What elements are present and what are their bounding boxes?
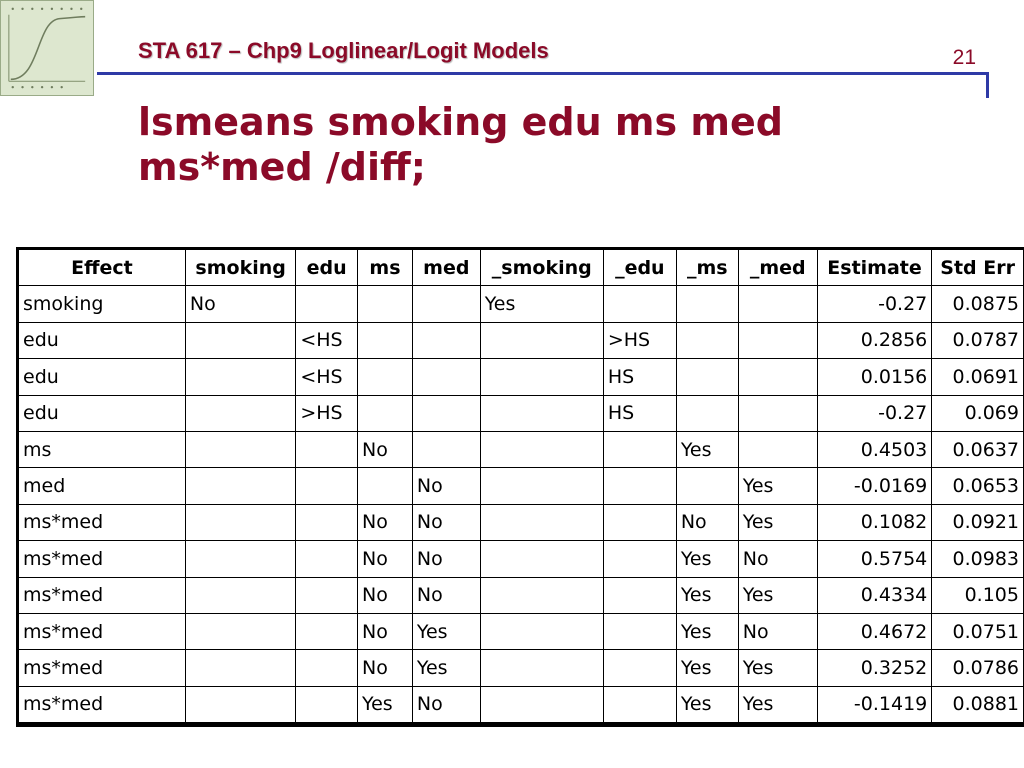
table-cell: No xyxy=(358,431,413,467)
table-cell: 0.0691 xyxy=(932,359,1024,395)
column-header: ms xyxy=(358,250,413,286)
table-cell: ms*med xyxy=(19,686,186,723)
table-cell: Yes xyxy=(738,686,817,723)
table-cell: Yes xyxy=(738,504,817,540)
table-cell: 0.4503 xyxy=(817,431,931,467)
table-cell: ms*med xyxy=(19,650,186,686)
table-cell xyxy=(603,613,676,649)
table-cell: -0.27 xyxy=(817,286,931,322)
table-cell: 0.105 xyxy=(932,577,1024,613)
table-cell: 0.4334 xyxy=(817,577,931,613)
table-cell: Yes xyxy=(738,650,817,686)
table-cell: HS xyxy=(603,395,676,431)
table-cell xyxy=(296,541,358,577)
table-cell xyxy=(358,322,413,358)
table-cell xyxy=(185,468,295,504)
table-cell: ms*med xyxy=(19,577,186,613)
table-row xyxy=(19,686,1024,723)
table-cell xyxy=(185,504,295,540)
table-row xyxy=(19,504,1024,540)
table-cell xyxy=(296,686,358,723)
table-row xyxy=(19,395,1024,431)
table-cell: Yes xyxy=(676,577,738,613)
table-cell: Yes xyxy=(676,650,738,686)
table-cell xyxy=(603,504,676,540)
table-cell xyxy=(480,541,603,577)
slide-title: lsmeans smoking edu ms med ms*med /diff; xyxy=(138,100,783,189)
table-cell xyxy=(738,431,817,467)
table-cell xyxy=(185,613,295,649)
table-cell xyxy=(603,286,676,322)
table-row xyxy=(19,541,1024,577)
table-cell xyxy=(603,541,676,577)
table-row xyxy=(19,286,1024,322)
table-cell xyxy=(676,286,738,322)
table-cell xyxy=(480,468,603,504)
slide-number: 21 xyxy=(952,46,976,69)
table-cell xyxy=(480,504,603,540)
table-cell: Yes xyxy=(480,286,603,322)
table-cell xyxy=(738,322,817,358)
table-cell xyxy=(480,686,603,723)
table-cell: Yes xyxy=(738,577,817,613)
table-cell: Yes xyxy=(412,650,480,686)
table-cell: 0.0787 xyxy=(932,322,1024,358)
table-cell: No xyxy=(185,286,295,322)
table-cell: <HS xyxy=(296,359,358,395)
table-cell xyxy=(185,686,295,723)
table-cell: No xyxy=(412,541,480,577)
table-cell xyxy=(480,577,603,613)
table-cell: -0.27 xyxy=(817,395,931,431)
table-cell: No xyxy=(358,541,413,577)
table-cell: 0.0875 xyxy=(932,286,1024,322)
column-header: edu xyxy=(296,250,358,286)
table-cell: 0.3252 xyxy=(817,650,931,686)
table-cell: >HS xyxy=(296,395,358,431)
table-cell xyxy=(296,431,358,467)
table-cell: edu xyxy=(19,322,186,358)
table-cell: -0.0169 xyxy=(817,468,931,504)
table-cell xyxy=(480,650,603,686)
table-cell xyxy=(412,359,480,395)
table-cell: 0.0983 xyxy=(932,541,1024,577)
table-cell xyxy=(480,322,603,358)
table-cell xyxy=(358,359,413,395)
table-cell xyxy=(412,322,480,358)
table-cell: No xyxy=(358,650,413,686)
table-cell: ms*med xyxy=(19,504,186,540)
table-cell xyxy=(676,322,738,358)
table-cell: med xyxy=(19,468,186,504)
column-header: smoking xyxy=(185,250,295,286)
table-cell: No xyxy=(412,504,480,540)
table-cell: 0.0786 xyxy=(932,650,1024,686)
table-row xyxy=(19,468,1024,504)
table-cell xyxy=(603,431,676,467)
table-cell: <HS xyxy=(296,322,358,358)
table-cell: 0.0881 xyxy=(932,686,1024,723)
table-cell: edu xyxy=(19,395,186,431)
table-cell: Yes xyxy=(412,613,480,649)
table-cell xyxy=(185,359,295,395)
table-cell xyxy=(185,322,295,358)
table-cell: No xyxy=(358,577,413,613)
table-cell: Yes xyxy=(738,468,817,504)
table-cell xyxy=(296,468,358,504)
table-cell: 0.069 xyxy=(932,395,1024,431)
table-cell: ms xyxy=(19,431,186,467)
table-cell xyxy=(603,577,676,613)
table-cell: No xyxy=(738,613,817,649)
table-cell: No xyxy=(358,613,413,649)
table-cell xyxy=(296,577,358,613)
table-cell xyxy=(185,650,295,686)
table-cell xyxy=(738,286,817,322)
table-cell: No xyxy=(676,504,738,540)
table-cell xyxy=(603,686,676,723)
table-cell: 0.5754 xyxy=(817,541,931,577)
table-cell xyxy=(296,613,358,649)
table-cell: No xyxy=(738,541,817,577)
table-cell: No xyxy=(412,577,480,613)
table-cell xyxy=(185,395,295,431)
table-cell xyxy=(603,468,676,504)
column-header: _edu xyxy=(603,250,676,286)
table-cell: 0.4672 xyxy=(817,613,931,649)
table-cell: 0.0751 xyxy=(932,613,1024,649)
table-cell: Yes xyxy=(676,431,738,467)
table-cell: 0.2856 xyxy=(817,322,931,358)
table-cell: HS xyxy=(603,359,676,395)
column-header: _ms xyxy=(676,250,738,286)
table-row xyxy=(19,650,1024,686)
table-cell: 0.0156 xyxy=(817,359,931,395)
table-cell: No xyxy=(358,504,413,540)
column-header: _med xyxy=(738,250,817,286)
column-header: med xyxy=(412,250,480,286)
table-cell: smoking xyxy=(19,286,186,322)
table-row xyxy=(19,577,1024,613)
table-cell: Yes xyxy=(676,686,738,723)
table-cell xyxy=(738,395,817,431)
table-cell xyxy=(412,395,480,431)
table-cell xyxy=(480,395,603,431)
table-cell xyxy=(185,577,295,613)
table-cell: 0.0637 xyxy=(932,431,1024,467)
table-cell: -0.1419 xyxy=(817,686,931,723)
table-row xyxy=(19,431,1024,467)
table-cell xyxy=(185,541,295,577)
header-rule xyxy=(97,72,989,75)
table-cell xyxy=(603,650,676,686)
table-cell: 0.1082 xyxy=(817,504,931,540)
logo xyxy=(0,0,94,96)
table-cell: Yes xyxy=(676,541,738,577)
table-header-row xyxy=(19,250,1024,286)
table-cell xyxy=(676,468,738,504)
table-cell: Yes xyxy=(358,686,413,723)
table-cell xyxy=(296,650,358,686)
table-cell xyxy=(185,431,295,467)
table-cell: 0.0921 xyxy=(932,504,1024,540)
table-cell: No xyxy=(412,686,480,723)
table-row xyxy=(19,613,1024,649)
table-cell: Yes xyxy=(676,613,738,649)
table-cell xyxy=(358,395,413,431)
table-cell: No xyxy=(412,468,480,504)
lsmeans-table xyxy=(18,249,1024,725)
column-header: _smoking xyxy=(480,250,603,286)
table-row xyxy=(19,359,1024,395)
table-cell xyxy=(676,395,738,431)
sigmoid-logo-icon xyxy=(1,1,93,95)
table-cell xyxy=(296,286,358,322)
header-title: STA 617 – Chp9 Loglinear/Logit Models xyxy=(138,38,549,63)
column-header: Std Err xyxy=(932,250,1024,286)
table-cell: ms*med xyxy=(19,613,186,649)
table-cell xyxy=(676,359,738,395)
column-header: Effect xyxy=(19,250,186,286)
table-cell: 0.0653 xyxy=(932,468,1024,504)
table-cell xyxy=(412,431,480,467)
table-cell xyxy=(358,286,413,322)
table-row xyxy=(19,322,1024,358)
table-cell xyxy=(738,359,817,395)
table-cell: ms*med xyxy=(19,541,186,577)
column-header: Estimate xyxy=(817,250,931,286)
header-rule-corner xyxy=(986,72,989,98)
table-cell: >HS xyxy=(603,322,676,358)
table-cell: edu xyxy=(19,359,186,395)
table-cell xyxy=(412,286,480,322)
table-cell xyxy=(358,468,413,504)
table-cell xyxy=(480,613,603,649)
table-cell xyxy=(296,504,358,540)
table-cell xyxy=(480,431,603,467)
table-cell xyxy=(480,359,603,395)
